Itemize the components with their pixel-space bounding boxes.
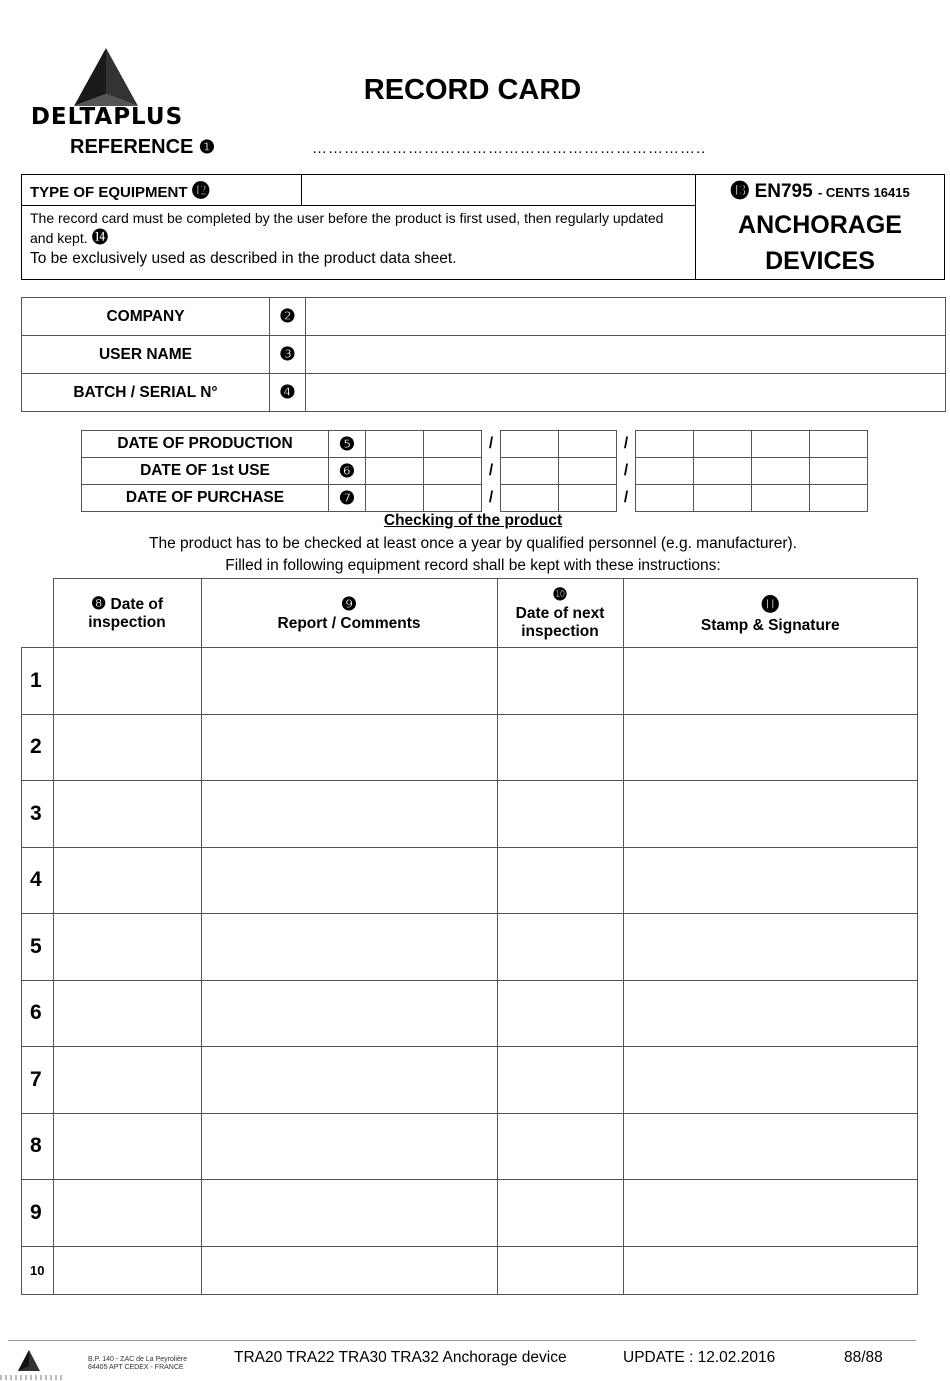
inspection-date-cell[interactable] [53,847,201,914]
row-number: 7 [22,1047,54,1114]
type-of-equipment-label [30,177,210,203]
next-inspection-cell[interactable] [497,847,623,914]
stamp-cell[interactable] [623,1047,918,1114]
report-cell[interactable] [201,980,497,1047]
inspection-row [22,914,918,981]
row-number: 1 [22,648,54,715]
checking-line1: The product has to be checked at least once a year by qualified personnel (e.g. manufacturer). [149,535,797,552]
inspection-date-cell[interactable] [53,648,201,715]
date-purchase-year-3[interactable] [752,485,810,512]
footer-update: UPDATE : 12.02.2016 [623,1349,776,1366]
col-next-label: Date of next inspection [515,605,605,640]
date-purchase-month-1[interactable] [501,485,559,512]
col-stamp-label: Stamp & Signature [700,617,840,634]
date-first-use-year-3[interactable] [752,458,810,485]
instructions-text [30,208,690,270]
footer-address [88,1356,187,1372]
date-row-production [82,431,868,458]
date-separator: / [623,462,629,479]
instructions-line2: To be exclusively used as described in the product data sheet. [30,250,457,267]
inspection-row [22,648,918,715]
row-number: 9 [22,1180,54,1247]
col-date-label: Date of inspection [88,596,166,631]
row-number: 3 [22,781,54,848]
instructions-line1: The record card must be completed by the user before the product is first used, then regularly updated and kept. [30,210,664,246]
reference-label-text: REFERENCE [70,136,194,158]
date-purchase-label: DATE OF PURCHASE [82,485,329,512]
next-inspection-cell[interactable] [497,1180,623,1247]
date-purchase-month-2[interactable] [559,485,617,512]
user-name-label: USER NAME [22,336,270,374]
date-separator: / [623,489,629,506]
report-cell[interactable] [201,1113,497,1180]
date-purchase-year-4[interactable] [810,485,868,512]
date-production-year-4[interactable] [810,431,868,458]
date-production-month-1[interactable] [501,431,559,458]
row-number: 8 [22,1113,54,1180]
date-production-day-1[interactable] [366,431,424,458]
company-field[interactable] [306,298,946,336]
user-name-field[interactable] [306,336,946,374]
col-report-marker: ❾ [340,593,358,614]
inspection-date-cell[interactable] [53,1113,201,1180]
inspection-row [22,1246,918,1294]
report-cell[interactable] [201,714,497,781]
next-inspection-cell[interactable] [497,1113,623,1180]
reference-field: ……………………………………………………………….. [312,140,707,157]
serial-field[interactable] [306,374,946,412]
date-first-use-month-2[interactable] [559,458,617,485]
stamp-cell[interactable] [623,914,918,981]
row-number: 10 [22,1246,54,1294]
next-inspection-cell[interactable] [497,914,623,981]
norm-code: EN795 [754,181,813,202]
inspection-corner [22,579,54,648]
norm-block [696,176,944,279]
date-first-use-year-2[interactable] [694,458,752,485]
col-date-of-inspection [53,579,201,648]
date-first-use-month-1[interactable] [501,458,559,485]
col-stamp-marker: ⓫ [761,595,780,615]
date-purchase-day-1[interactable] [366,485,424,512]
type-label-text: TYPE OF EQUIPMENT [30,184,188,201]
next-inspection-cell[interactable] [497,980,623,1047]
date-separator: / [488,462,494,479]
date-first-use-day-2[interactable] [424,458,482,485]
page-title: RECORD CARD [363,74,582,106]
date-production-year-3[interactable] [752,431,810,458]
equipment-row-divider [21,205,695,206]
owner-info-table [21,297,946,412]
report-cell[interactable] [201,781,497,848]
serial-label: BATCH / SERIAL N° [22,374,270,412]
footer-product: TRA20 TRA22 TRA30 TRA32 Anchorage device [234,1349,567,1366]
next-inspection-cell[interactable] [497,648,623,715]
checking-line2: Filled in following equipment record shall be kept with these instructions: [225,557,721,574]
date-first-use-label: DATE OF 1st USE [82,458,329,485]
date-first-use-marker: ❻ [329,458,366,485]
footer-rule [8,1340,916,1341]
next-inspection-cell[interactable] [497,781,623,848]
footer-page-number: 88/88 [844,1349,883,1366]
date-production-marker: ❺ [329,431,366,458]
footer-address-line2: 84405 APT CEDEX - FRANCE [88,1364,184,1371]
inspection-row [22,714,918,781]
checking-heading: Checking of the product [383,512,563,529]
inspection-date-cell[interactable] [53,980,201,1047]
inspection-table [21,578,918,1295]
equipment-type-divider [301,174,302,205]
col-report-label: Report / Comments [277,614,421,632]
footer-barcode [0,1375,64,1380]
stamp-cell[interactable] [623,1113,918,1180]
dates-table [81,430,868,512]
col-next-marker: ❿ [552,585,568,604]
next-inspection-cell[interactable] [497,1246,623,1294]
date-production-month-2[interactable] [559,431,617,458]
report-cell[interactable] [201,1246,497,1294]
report-cell[interactable] [201,914,497,981]
date-production-year-2[interactable] [694,431,752,458]
report-cell[interactable] [201,1047,497,1114]
reference-marker: ❶ [198,137,216,157]
user-name-marker: ❸ [270,336,306,374]
col-date-marker: ❽ [90,594,107,613]
date-separator: / [488,435,494,452]
serial-marker: ❹ [270,374,306,412]
date-row-first-use [82,458,868,485]
col-stamp-signature [623,579,918,648]
inspection-row [22,781,918,848]
norm-sub: - CENTS 16415 [817,185,910,200]
deltaplus-logo [14,46,200,130]
info-row-company [22,298,946,336]
date-first-use-year-1[interactable] [636,458,694,485]
date-production-year-1[interactable] [636,431,694,458]
row-number: 2 [22,714,54,781]
date-purchase-marker: ❼ [329,485,366,512]
stamp-cell[interactable] [623,648,918,715]
date-production-label: DATE OF PRODUCTION [82,431,329,458]
col-next-inspection [497,579,623,648]
stamp-cell[interactable] [623,980,918,1047]
norm-marker: ⓭ [730,181,750,202]
category-line2: DEVICES [765,247,875,275]
stamp-cell[interactable] [623,781,918,848]
info-row-user-name [22,336,946,374]
company-label: COMPANY [22,298,270,336]
inspection-date-cell[interactable] [53,781,201,848]
category-line1: ANCHORAGE [738,211,902,239]
inspection-header-row [22,579,918,648]
next-inspection-cell[interactable] [497,1047,623,1114]
footer-logo-icon [14,1349,44,1378]
company-marker: ❷ [270,298,306,336]
col-report-comments [201,579,497,648]
inspection-date-cell[interactable] [53,1246,201,1294]
date-production-day-2[interactable] [424,431,482,458]
info-row-serial [22,374,946,412]
report-cell[interactable] [201,847,497,914]
stamp-cell[interactable] [623,714,918,781]
inspection-date-cell[interactable] [53,1180,201,1247]
inspection-row [22,980,918,1047]
stamp-cell[interactable] [623,1180,918,1247]
norm-line [696,176,944,203]
date-purchase-year-1[interactable] [636,485,694,512]
inspection-date-cell[interactable] [53,914,201,981]
inspection-date-cell[interactable] [53,1047,201,1114]
date-first-use-day-1[interactable] [366,458,424,485]
next-inspection-cell[interactable] [497,714,623,781]
date-row-purchase [82,485,868,512]
inspection-date-cell[interactable] [53,714,201,781]
date-purchase-year-2[interactable] [694,485,752,512]
stamp-cell[interactable] [623,847,918,914]
footer-address-line1: B.P. 140 - ZAC de La Peyrolière [88,1356,188,1363]
report-cell[interactable] [201,648,497,715]
row-number: 5 [22,914,54,981]
stamp-cell[interactable] [623,1246,918,1294]
row-number: 4 [22,847,54,914]
inspection-row [22,1047,918,1114]
row-number: 6 [22,980,54,1047]
inspection-row [22,1180,918,1247]
date-first-use-year-4[interactable] [810,458,868,485]
date-separator: / [488,489,494,506]
inspection-row [22,847,918,914]
date-separator: / [623,435,629,452]
reference-label [70,136,215,159]
instructions-marker: ⓮ [91,228,109,247]
type-marker: ⓬ [191,181,210,201]
brand-name: DELTAPLUS [30,104,184,130]
inspection-row [22,1113,918,1180]
report-cell[interactable] [201,1180,497,1247]
date-purchase-day-2[interactable] [424,485,482,512]
